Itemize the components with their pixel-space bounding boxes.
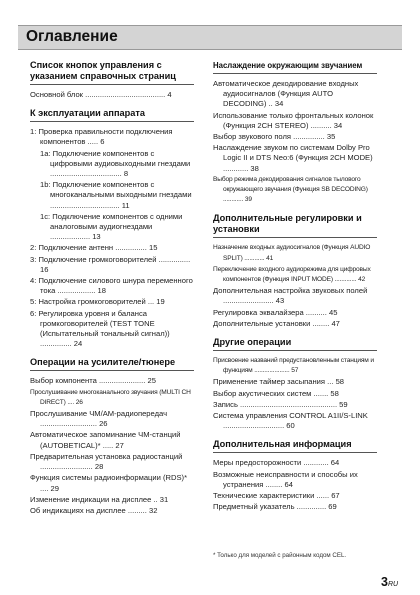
right-column xyxy=(213,60,377,521)
toc-entry[interactable]: Предварительная установка радиостанций ......................... 28 xyxy=(30,451,183,472)
section-title: Дополнительная информация xyxy=(213,439,377,453)
toc-entry[interactable]: Дополнительная настройка звуковых полей ........................ 43 xyxy=(213,286,368,306)
toc-entry[interactable]: 3: Подключение громкоговорителей ............... 16 xyxy=(30,254,191,274)
toc-section xyxy=(213,213,377,329)
toc-header-bar xyxy=(18,25,402,50)
toc-entry[interactable]: Прослушивание многоканального звучания (MULTI CH DIRECT) .... 26 xyxy=(30,388,191,406)
toc-section xyxy=(213,337,377,431)
toc-section xyxy=(30,108,194,349)
toc-entry[interactable]: Автоматическое запоминание ЧМ-станций (AUTOBETICAL)* ..... 27 xyxy=(30,430,181,450)
section-title: К эксплуатации аппарата xyxy=(30,108,194,122)
toc-entry[interactable]: Основной блок ...................................... 4 xyxy=(30,90,172,99)
section-title: Наслаждение окружающим звучанием xyxy=(213,60,377,74)
toc-entry[interactable]: Переключение входного аудиорежима для цифровых компонентов (Функция INPUT MODE) ............. 42 xyxy=(213,265,371,284)
toc-entry[interactable]: 2: Подключение антенн ............... 15 xyxy=(30,243,158,253)
section-title: Дополнительные регулировки и установки xyxy=(213,213,377,238)
page-number-suffix: RU xyxy=(387,581,399,588)
section-title: Список кнопок управления с указанием справочных страниц xyxy=(30,60,194,85)
toc-entry[interactable]: Прослушивание ЧМ/AM-радиопередач ........................... 26 xyxy=(30,409,168,429)
toc-entry[interactable]: Выбор звукового поля ............... 35 xyxy=(213,132,336,142)
toc-entry[interactable]: Изменение индикации на дисплее .. 31 xyxy=(30,494,169,504)
section-title: Другие операции xyxy=(213,337,377,351)
toc-entry[interactable]: Функция системы радиоинформации (RDS)* .... 29 xyxy=(30,473,188,493)
toc-entry[interactable]: Назначение входных аудиосигналов (Функция AUDIO SPLIT) ............ 41 xyxy=(213,244,371,262)
toc-entry[interactable]: Выбор компонента ...................... 25 xyxy=(30,376,156,386)
toc-entry[interactable]: Меры предосторожности ............ 64 xyxy=(213,458,340,468)
page-number xyxy=(381,575,398,589)
toc-entry[interactable]: Выбор акустических систем ....... 58 xyxy=(213,388,339,398)
toc-entry[interactable]: Регулировка эквалайзера .......... 45 xyxy=(213,307,338,317)
toc-entry[interactable]: 1c: Подключение компонентов с одними аналоговыми аудиогнездами ................... 13 xyxy=(40,211,183,242)
toc-entry[interactable]: Дополнительные установки ........ 47 xyxy=(213,318,340,328)
toc-section xyxy=(213,60,377,205)
toc-entry[interactable]: Присвоение названий предустановленным станциям и функциям ..................... 57 xyxy=(213,357,374,375)
toc-entry[interactable]: 1: Проверка правильности подключения компонентов ..... 6 xyxy=(30,127,173,147)
toc-entry[interactable]: Выбор режима декодирования сигналов тылового окружающего звучания (Функция SB DECODING) ............ 39 xyxy=(213,175,368,204)
toc-entry[interactable]: 5: Настройка громкоговорителей ... 19 xyxy=(30,297,165,307)
toc-entry[interactable]: Предметный указатель .............. 69 xyxy=(213,502,337,512)
toc-entry[interactable]: Использование только фронтальных колонок (Функция 2CH STEREO) .......... 34 xyxy=(213,110,374,130)
toc-section xyxy=(30,60,194,100)
toc-entry[interactable]: Технические характеристики ...... 67 xyxy=(213,491,340,501)
section-title: Операции на усилителе/тюнере xyxy=(30,357,194,371)
toc-entry[interactable]: Возможные неисправности и способы их устранения ........ 64 xyxy=(213,469,358,489)
toc-entry[interactable]: 1a: Подключение компонентов с цифровыми аудиовыходными гнездами .................................. 8 xyxy=(40,148,191,179)
toc-entry[interactable]: 6: Регулировка уровня и баланса громкоговорителей (TEST TONE (Испытательный тональный сигнал)) ............... 24 xyxy=(30,308,170,349)
toc-entry[interactable]: Наслаждение звуком по системам Dolby Pro Logic II и DTS Neo:6 (Функция 2CH MODE) ............ 38 xyxy=(213,143,373,173)
toc-entry[interactable]: Об индикациях на дисплее ......... 32 xyxy=(30,505,158,515)
footnote: * Только для моделей с районным кодом CEL. xyxy=(213,552,347,559)
toc-entry[interactable]: Применение таймер засыпания ... 58 xyxy=(213,377,345,387)
page-number-value: 3 xyxy=(381,575,388,589)
toc-entry[interactable]: Система управления CONTROL A1II/S-LINK ............................. 60 xyxy=(213,411,368,431)
toc-entry[interactable]: Запись .............................................. 59 xyxy=(213,399,348,409)
toc-entry[interactable]: Автоматическое декодирование входных аудиосигналов (Функция AUTO DECODING) .. 34 xyxy=(213,79,359,109)
toc-entry[interactable]: 4: Подключение силового шнура переменного тока .................. 18 xyxy=(30,276,193,296)
toc-section xyxy=(213,439,377,512)
toc-section xyxy=(30,357,194,516)
toc-entry[interactable]: 1b: Подключение компонентов с многоканальными выходными гнездами ................................. 11 xyxy=(40,180,192,210)
page-title: Оглавление xyxy=(26,28,118,45)
left-column xyxy=(30,60,194,524)
